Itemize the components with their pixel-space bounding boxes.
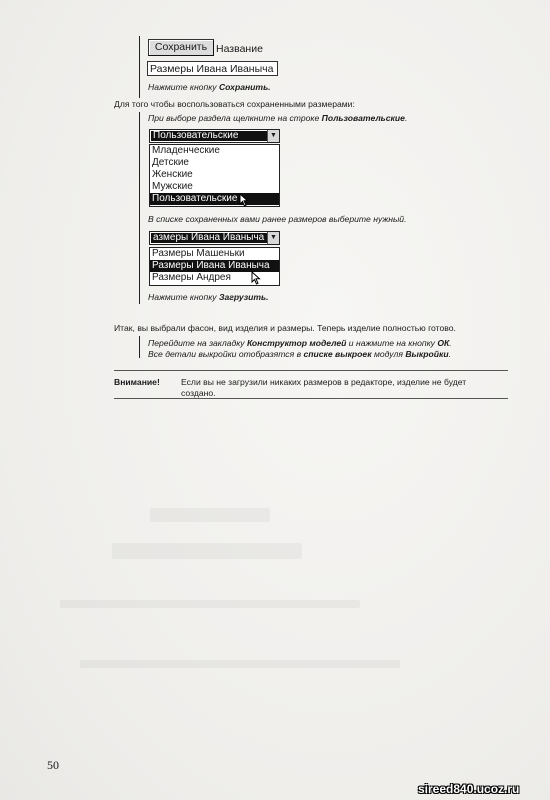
size-category-combobox[interactable] [149, 129, 280, 143]
list-item[interactable]: Размеры Андрея [152, 272, 231, 283]
step-bar [139, 112, 140, 304]
triangle-down-icon[interactable]: ▼ [267, 232, 279, 244]
mouse-pointer-icon [239, 193, 249, 209]
summary-paragraph: Итак, вы выбрали фасон, вид изделия и размеры. Теперь изделие полностью готово. [114, 323, 456, 333]
bleed-through-mark [150, 508, 270, 522]
mouse-pointer-icon [251, 271, 261, 287]
warning-top-rule [114, 370, 508, 371]
step2-caption: При выборе раздела щелкните на строке Пользовательские. [148, 113, 408, 123]
name-label: Название [216, 43, 263, 55]
step3-after-caption: Нажмите кнопку Загрузить. [148, 292, 269, 302]
bleed-through-mark [112, 543, 302, 559]
warning-bottom-rule [114, 398, 508, 399]
warning-label: Внимание! [114, 377, 160, 387]
watermark: sireed840.ucoz.ru [418, 782, 520, 796]
bleed-through-mark [80, 660, 400, 668]
step1-caption: Нажмите кнопку Сохранить. [148, 82, 271, 92]
list-item[interactable]: Младенческие [152, 145, 220, 156]
name-field[interactable]: Размеры Ивана Иваныча [147, 61, 278, 76]
triangle-down-icon[interactable]: ▼ [267, 130, 279, 142]
list-item[interactable]: Размеры Машеньки [152, 248, 245, 259]
combo-selected-value: Пользовательские [151, 131, 271, 141]
intro-paragraph: Для того чтобы воспользоваться сохраненными размерами: [114, 99, 355, 109]
step4-line1: Перейдите на закладку Конструктор моделей и нажмите на кнопку ОК. [148, 338, 452, 348]
bleed-through-mark [60, 600, 360, 608]
saved-sizes-combobox[interactable] [149, 231, 280, 245]
list-item[interactable]: Детские [152, 157, 189, 168]
size-category-list [149, 144, 280, 207]
step-bar [139, 36, 140, 98]
save-button[interactable]: Сохранить [148, 39, 214, 56]
step4-line2: Все детали выкройки отобразятся в списке выкроек модуля Выкройки. [148, 349, 451, 359]
list-item[interactable]: Мужские [152, 181, 193, 192]
combo-selected-value: азмеры Ивана Иваныча [151, 233, 271, 243]
list-item[interactable]: Женские [152, 169, 193, 180]
warning-text: Если вы не загрузили никаких размеров в редакторе, изделие не будет создано. [181, 377, 467, 398]
list-item-selected[interactable]: Пользовательские [150, 193, 279, 205]
step-bar [139, 336, 140, 358]
page-number: 50 [47, 758, 59, 772]
list-item-selected[interactable]: Размеры Ивана Иваныча [150, 260, 279, 272]
step3-caption: В списке сохраненных вами ранее размеров выберите нужный. [148, 214, 407, 224]
